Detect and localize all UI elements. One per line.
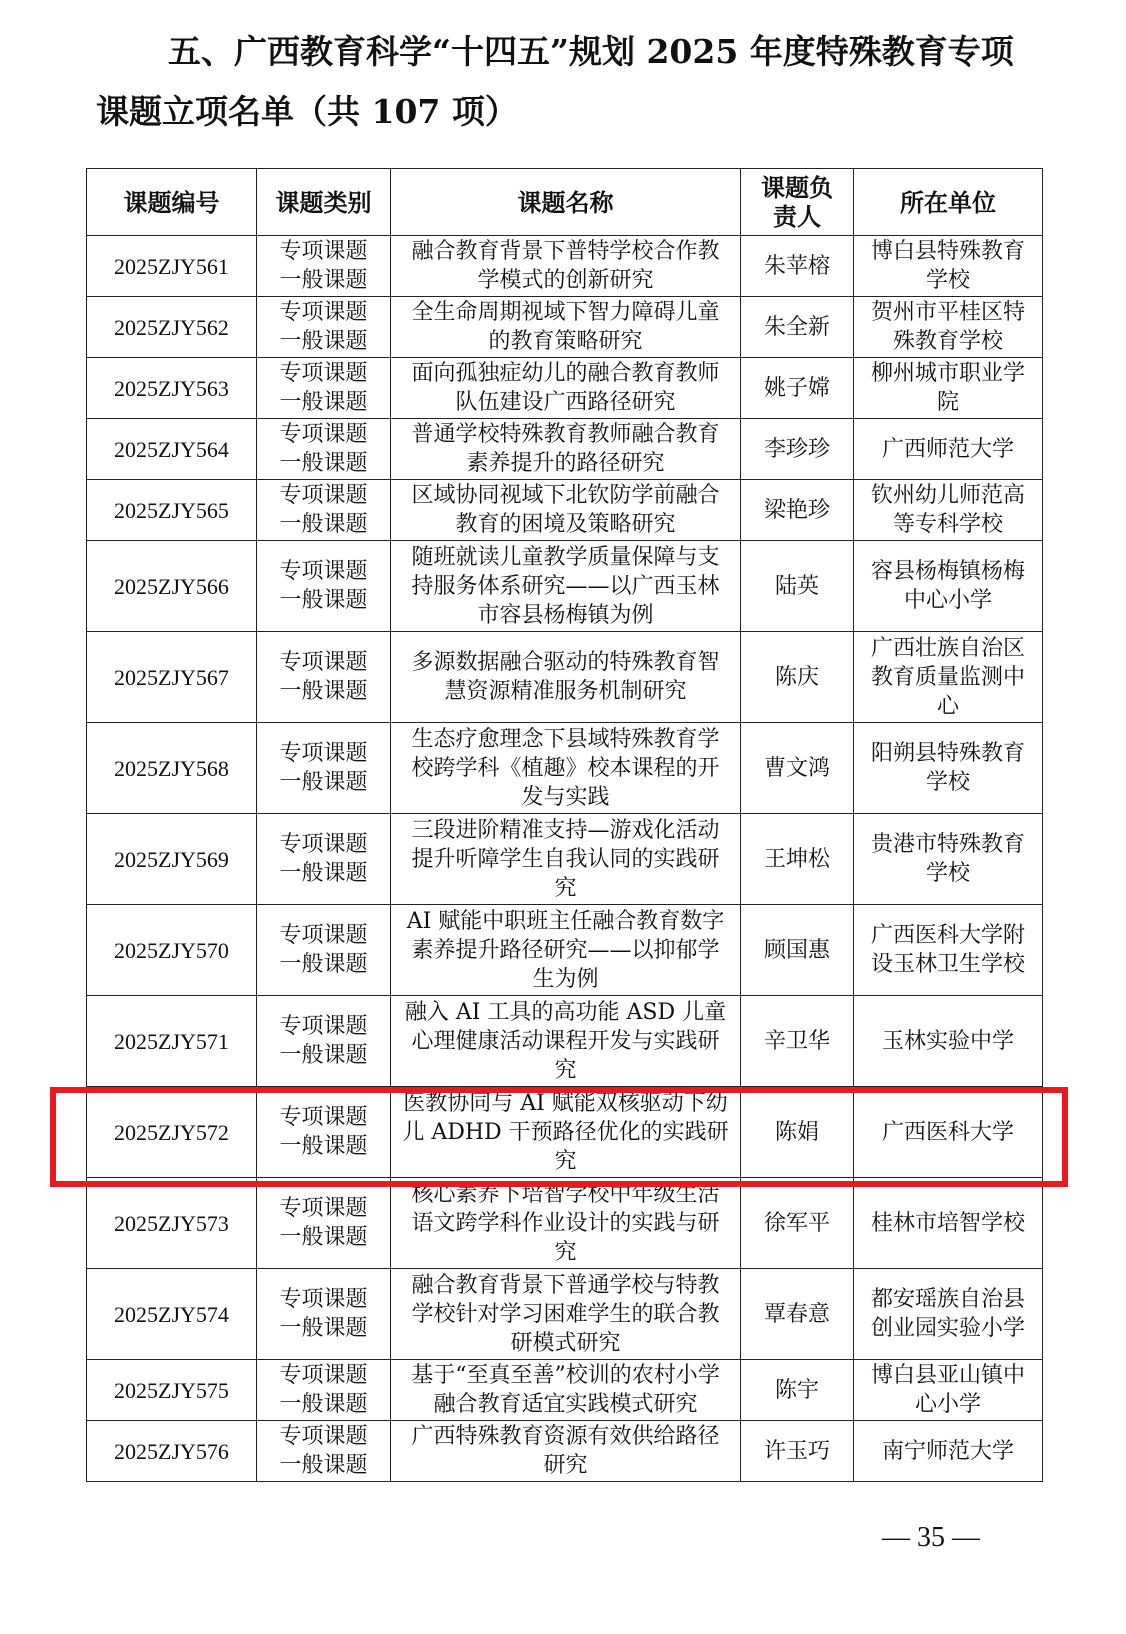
project-name-cell: 核心素养下培智学校中年级生活语文跨学科作业设计的实践与研究	[391, 1178, 741, 1269]
project-type-line-2: 一般课题	[279, 512, 368, 537]
project-code-cell: 2025ZJY566	[87, 541, 257, 632]
project-leader-cell: 曹文鸿	[741, 723, 854, 814]
project-name-cell: 融合教育背景下普特学校合作教学模式的创新研究	[391, 236, 741, 297]
project-name-cell: 融入 AI 工具的高功能 ASD 儿童心理健康活动课程开发与实践研究	[391, 996, 741, 1087]
project-type-line-2: 一般课题	[279, 1043, 368, 1068]
project-type-line-1: 专项课题	[279, 923, 368, 948]
project-leader-cell: 顾国惠	[741, 905, 854, 996]
project-type-line-1: 专项课题	[279, 832, 368, 857]
project-type-line-1: 专项课题	[279, 1105, 368, 1130]
project-code-cell: 2025ZJY562	[87, 297, 257, 358]
project-unit-cell: 贵港市特殊教育学校	[854, 814, 1043, 905]
project-type-line-1: 专项课题	[279, 650, 368, 675]
project-code-cell: 2025ZJY570	[87, 905, 257, 996]
project-type-cell	[257, 905, 391, 996]
project-name-cell: 随班就读儿童教学质量保障与支持服务体系研究——以广西玉林市容县杨梅镇为例	[391, 541, 741, 632]
project-name-cell: 医教协同与 AI 赋能双核驱动下幼儿 ADHD 干预路径优化的实践研究	[391, 1087, 741, 1178]
project-name-cell: 面向孤独症幼儿的融合教育教师队伍建设广西路径研究	[391, 358, 741, 419]
project-type-line-1: 专项课题	[279, 1014, 368, 1039]
table-row	[87, 1087, 1043, 1178]
header-code: 课题编号	[87, 169, 257, 236]
project-type-line-1: 专项课题	[279, 483, 368, 508]
project-name-cell: 全生命周期视域下智力障碍儿童的教育策略研究	[391, 297, 741, 358]
project-leader-cell: 陈宇	[741, 1360, 854, 1421]
project-type-line-2: 一般课题	[279, 1225, 368, 1250]
project-name-cell: 区域协同视域下北钦防学前融合教育的困境及策略研究	[391, 480, 741, 541]
project-type-line-2: 一般课题	[279, 1453, 368, 1478]
project-leader-cell: 陈娟	[741, 1087, 854, 1178]
project-code-cell: 2025ZJY569	[87, 814, 257, 905]
project-name-cell: AI 赋能中职班主任融合教育数字素养提升路径研究——以抑郁学生为例	[391, 905, 741, 996]
project-name-cell: 生态疗愈理念下县域特殊教育学校跨学科《植趣》校本课程的开发与实践	[391, 723, 741, 814]
project-name-cell: 融合教育背景下普通学校与特教学校针对学习困难学生的联合教研模式研究	[391, 1269, 741, 1360]
project-leader-cell: 陆英	[741, 541, 854, 632]
table-row	[87, 541, 1043, 632]
project-type-line-2: 一般课题	[279, 952, 368, 977]
project-type-line-2: 一般课题	[279, 679, 368, 704]
project-unit-cell: 广西医科大学附设玉林卫生学校	[854, 905, 1043, 996]
project-unit-cell: 贺州市平桂区特殊教育学校	[854, 297, 1043, 358]
project-type-cell	[257, 480, 391, 541]
project-type-line-2: 一般课题	[279, 861, 368, 886]
project-type-line-2: 一般课题	[279, 1134, 368, 1159]
project-type-line-1: 专项课题	[279, 1424, 368, 1449]
project-type-line-2: 一般课题	[279, 329, 368, 354]
project-name-cell: 广西特殊教育资源有效供给路径研究	[391, 1421, 741, 1482]
project-leader-cell: 梁艳珍	[741, 480, 854, 541]
project-unit-cell: 桂林市培智学校	[854, 1178, 1043, 1269]
project-type-line-1: 专项课题	[279, 741, 368, 766]
project-leader-cell: 许玉巧	[741, 1421, 854, 1482]
header-unit: 所在单位	[854, 169, 1043, 236]
title-line-1: 五、广西教育科学“十四五”规划 2025 年度特殊教育专项	[168, 32, 1014, 71]
project-type-line-1: 专项课题	[279, 239, 368, 264]
project-unit-cell: 柳州城市职业学院	[854, 358, 1043, 419]
project-list-table	[86, 168, 1043, 1482]
project-leader-cell: 徐军平	[741, 1178, 854, 1269]
project-leader-cell: 朱苹榕	[741, 236, 854, 297]
table-header-row	[87, 169, 1043, 236]
project-type-cell	[257, 358, 391, 419]
table-row	[87, 905, 1043, 996]
project-leader-cell: 覃春意	[741, 1269, 854, 1360]
project-unit-cell: 博白县亚山镇中心小学	[854, 1360, 1043, 1421]
project-unit-cell: 广西医科大学	[854, 1087, 1043, 1178]
project-type-line-2: 一般课题	[279, 770, 368, 795]
table-row	[87, 358, 1043, 419]
table-row	[87, 632, 1043, 723]
project-code-cell: 2025ZJY571	[87, 996, 257, 1087]
project-leader-cell: 姚子嫦	[741, 358, 854, 419]
document-title	[96, 22, 1056, 142]
table-row	[87, 996, 1043, 1087]
project-name-cell: 普通学校特殊教育教师融合教育素养提升的路径研究	[391, 419, 741, 480]
project-type-cell	[257, 297, 391, 358]
project-code-cell: 2025ZJY568	[87, 723, 257, 814]
project-code-cell: 2025ZJY574	[87, 1269, 257, 1360]
project-unit-cell: 阳朔县特殊教育学校	[854, 723, 1043, 814]
table-row	[87, 723, 1043, 814]
project-code-cell: 2025ZJY564	[87, 419, 257, 480]
project-unit-cell: 钦州幼儿师范高等专科学校	[854, 480, 1043, 541]
project-unit-cell: 广西壮族自治区教育质量监测中心	[854, 632, 1043, 723]
table-row	[87, 1360, 1043, 1421]
project-type-line-1: 专项课题	[279, 559, 368, 584]
project-type-cell	[257, 723, 391, 814]
project-code-cell: 2025ZJY575	[87, 1360, 257, 1421]
project-type-line-1: 专项课题	[279, 422, 368, 447]
table-row	[87, 236, 1043, 297]
project-unit-cell: 都安瑶族自治县创业园实验小学	[854, 1269, 1043, 1360]
project-unit-cell: 玉林实验中学	[854, 996, 1043, 1087]
project-type-line-1: 专项课题	[279, 1363, 368, 1388]
project-type-line-2: 一般课题	[279, 390, 368, 415]
project-type-cell	[257, 419, 391, 480]
project-code-cell: 2025ZJY561	[87, 236, 257, 297]
project-type-cell	[257, 1421, 391, 1482]
project-type-cell	[257, 1087, 391, 1178]
project-leader-cell: 陈庆	[741, 632, 854, 723]
page-number: — 35 —	[882, 1522, 980, 1553]
project-name-cell: 三段进阶精准支持—游戏化活动提升听障学生自我认同的实践研究	[391, 814, 741, 905]
project-type-line-1: 专项课题	[279, 1196, 368, 1221]
project-name-cell: 基于“至真至善”校训的农村小学融合教育适宜实践模式研究	[391, 1360, 741, 1421]
table-row	[87, 1269, 1043, 1360]
table-row	[87, 480, 1043, 541]
table-row	[87, 1421, 1043, 1482]
project-type-line-2: 一般课题	[279, 1316, 368, 1341]
project-type-line-1: 专项课题	[279, 1287, 368, 1312]
project-type-cell	[257, 1360, 391, 1421]
project-type-line-1: 专项课题	[279, 361, 368, 386]
project-unit-cell: 容县杨梅镇杨梅中心小学	[854, 541, 1043, 632]
project-type-cell	[257, 1269, 391, 1360]
table-row	[87, 297, 1043, 358]
title-line-2: 课题立项名单（共 107 项）	[96, 92, 518, 131]
project-type-line-2: 一般课题	[279, 1392, 368, 1417]
header-leader: 课题负责人	[741, 169, 854, 236]
project-unit-cell: 广西师范大学	[854, 419, 1043, 480]
table-row	[87, 1178, 1043, 1269]
table-body	[87, 236, 1043, 1482]
project-leader-cell: 朱全新	[741, 297, 854, 358]
project-type-cell	[257, 814, 391, 905]
table-row	[87, 419, 1043, 480]
project-type-line-1: 专项课题	[279, 300, 368, 325]
project-leader-cell: 王坤松	[741, 814, 854, 905]
project-type-cell	[257, 541, 391, 632]
project-type-line-2: 一般课题	[279, 268, 368, 293]
project-type-cell	[257, 1178, 391, 1269]
table-row	[87, 814, 1043, 905]
project-unit-cell: 南宁师范大学	[854, 1421, 1043, 1482]
project-type-cell	[257, 996, 391, 1087]
project-type-line-2: 一般课题	[279, 588, 368, 613]
project-code-cell: 2025ZJY572	[87, 1087, 257, 1178]
project-code-cell: 2025ZJY563	[87, 358, 257, 419]
project-type-cell	[257, 236, 391, 297]
project-type-line-2: 一般课题	[279, 451, 368, 476]
project-type-cell	[257, 632, 391, 723]
header-type: 课题类别	[257, 169, 391, 236]
project-code-cell: 2025ZJY565	[87, 480, 257, 541]
project-code-cell: 2025ZJY567	[87, 632, 257, 723]
project-code-cell: 2025ZJY573	[87, 1178, 257, 1269]
header-name: 课题名称	[391, 169, 741, 236]
project-name-cell: 多源数据融合驱动的特殊教育智慧资源精准服务机制研究	[391, 632, 741, 723]
project-leader-cell: 辛卫华	[741, 996, 854, 1087]
project-leader-cell: 李珍珍	[741, 419, 854, 480]
project-code-cell: 2025ZJY576	[87, 1421, 257, 1482]
project-unit-cell: 博白县特殊教育学校	[854, 236, 1043, 297]
